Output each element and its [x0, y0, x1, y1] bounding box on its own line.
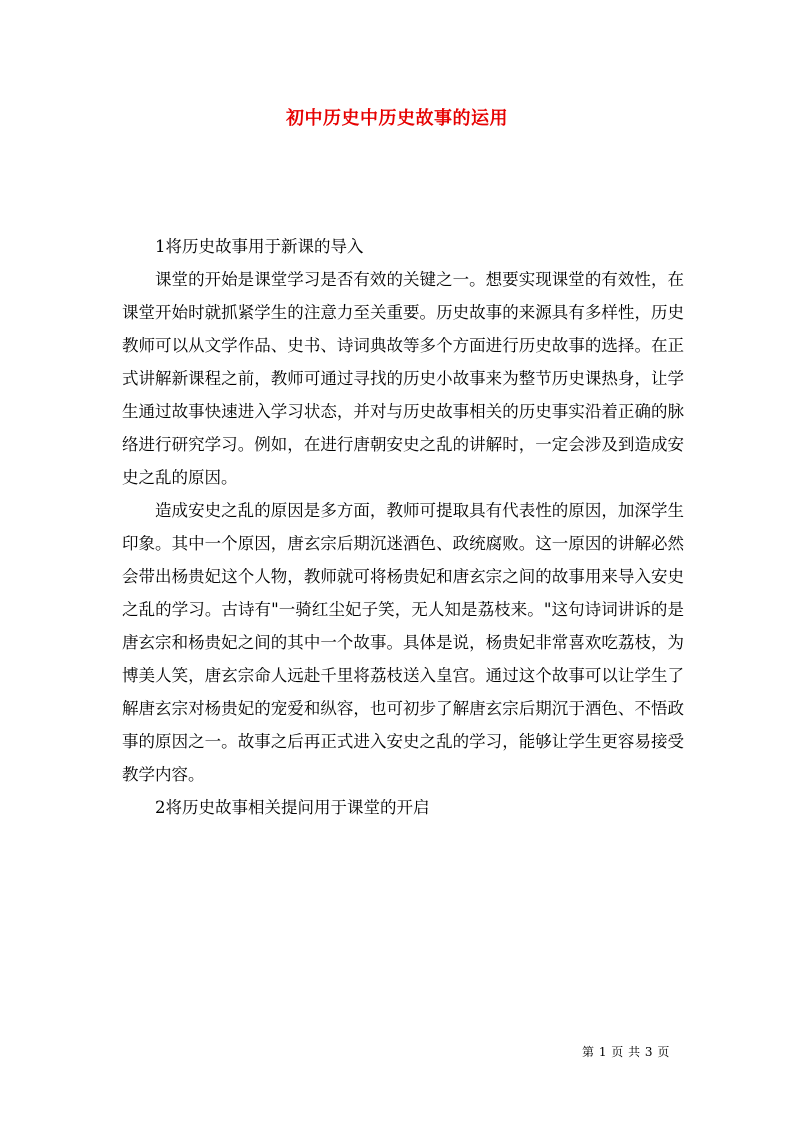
document-title: 初中历史中历史故事的运用	[286, 108, 508, 129]
section-heading-1: 1将历史故事用于新课的导入	[155, 237, 364, 256]
paragraph-2: 造成安史之乱的原因是多方面，教师可提取具有代表性的原因，加深学生印象。其中一个原因，唐玄宗后期沉迷酒色、政统腐败。这一原因的讲解必然会带出杨贵妃这个人物，教师就可将杨贵妃和唐玄宗之间的故事用来导入安史之乱的学习。古诗有"一骑红尘妃子笑，无人知是荔枝来。"这句诗词讲诉的是唐玄宗和杨贵妃之间的其中一个故事。具体是说，杨贵妃非常喜欢吃荔枝，为博美人笑，唐玄宗命人远赴千里将荔枝送入皇宫。通过这个故事可以让学生了解唐玄宗对杨贵妃的宠爱和纵容，也可初步了解唐玄宗后期沉于酒色、不悟政事的原因之一。故事之后再正式进入安史之乱的学习，能够让学生更容易接受教学内容。	[122, 501, 684, 784]
paragraph-1: 课堂的开始是课堂学习是否有效的关键之一。想要实现课堂的有效性，在课堂开始时就抓紧学生的注意力至关重要。历史故事的来源具有多样性，历史教师可以从文学作品、史书、诗词典故等多个方面进行历史故事的选择。在正式讲解新课程之前，教师可通过寻找的历史小故事来为整节历史课热身，让学生通过故事快速进入学习状态，并对与历史故事相关的历史事实沿着正确的脉络进行研究学习。例如，在进行唐朝安史之乱的讲解时，一定会涉及到造成安史之乱的原因。	[122, 270, 684, 487]
document-body	[122, 230, 684, 824]
page-number-footer: 第 1 页 共 3 页	[582, 1045, 670, 1059]
section-heading-2: 2将历史故事相关提问用于课堂的开启	[155, 798, 430, 817]
